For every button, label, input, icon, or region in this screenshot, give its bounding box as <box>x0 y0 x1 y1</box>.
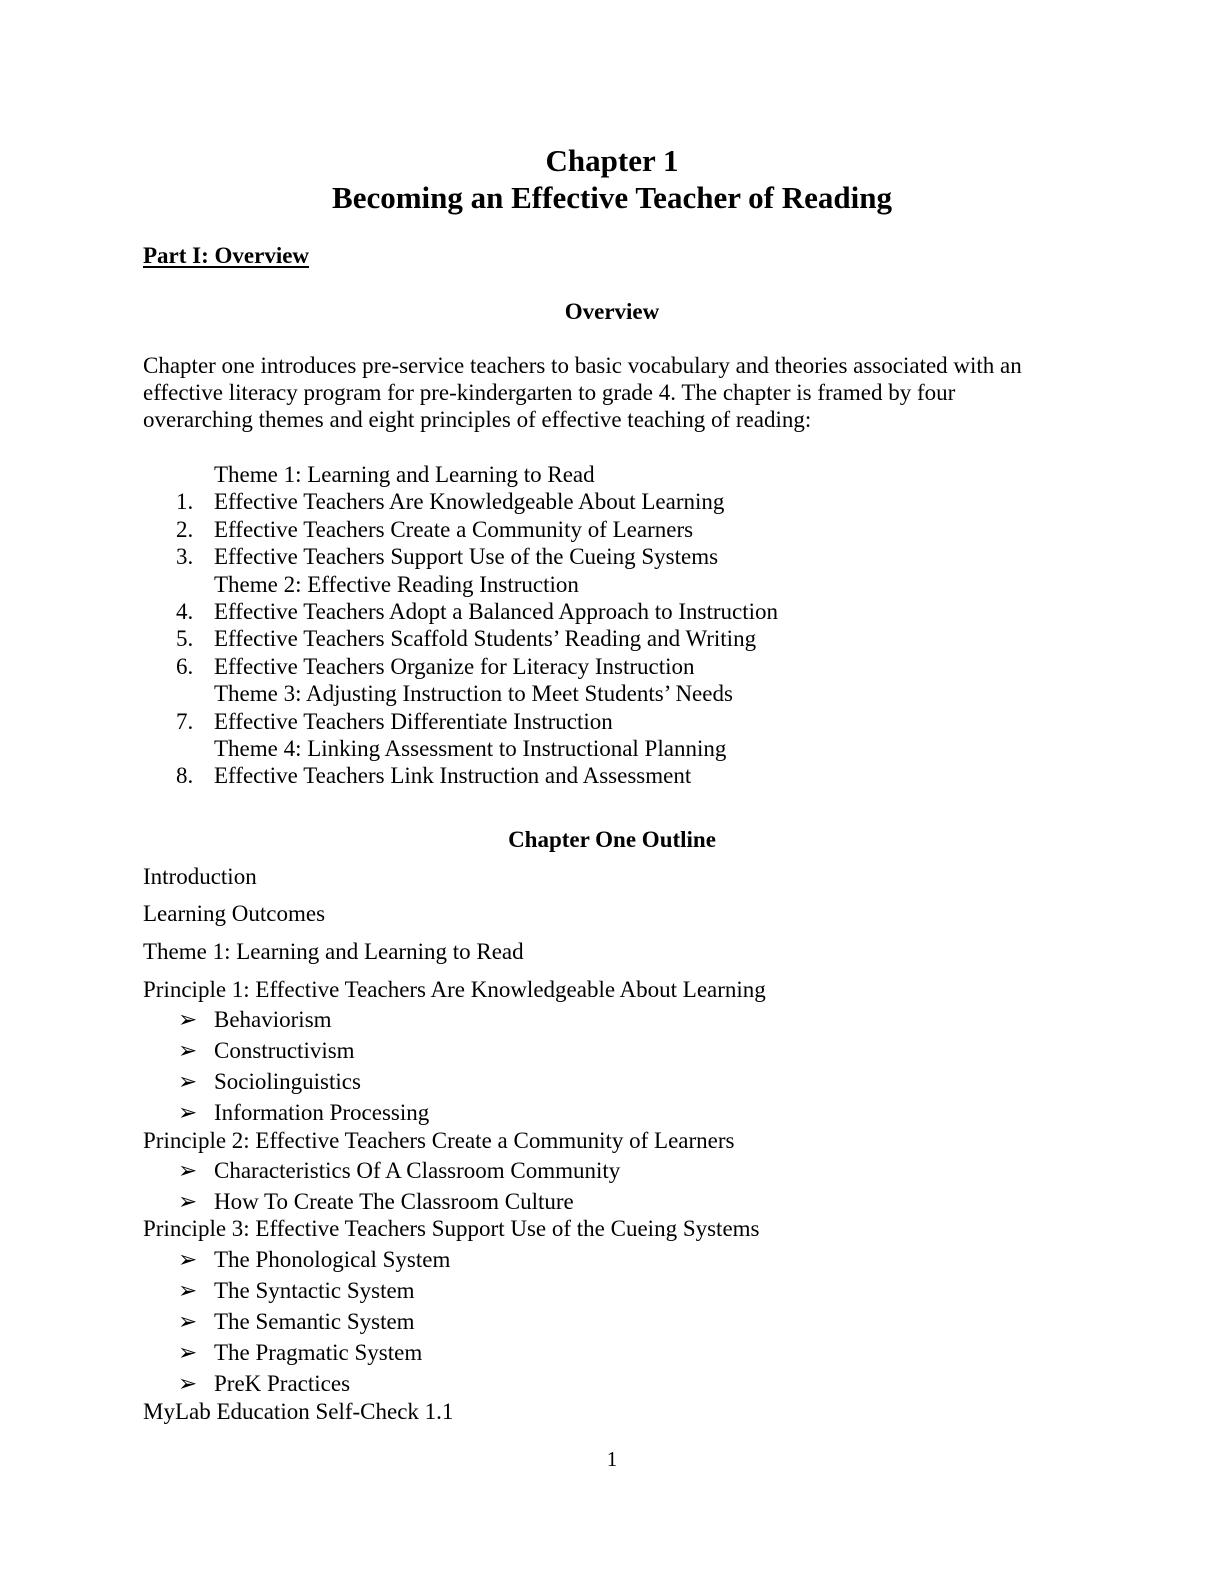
list-item-text: Effective Teachers Organize for Literacy Instruction <box>214 653 695 679</box>
chapter-label: Chapter 1 <box>545 143 679 178</box>
outline-item <box>143 864 257 890</box>
list-number: 8. <box>176 763 194 789</box>
arrow-bullet-icon: ➢ <box>178 1247 198 1272</box>
list-item-text: Effective Teachers Scaffold Students’ Reading and Writing <box>214 626 757 652</box>
list-item-text: Effective Teachers Support Use of the Cueing Systems <box>214 544 719 570</box>
list-item-text: Effective Teachers Link Instruction and Assessment <box>214 763 692 789</box>
outline-item-text: How To Create The Classroom Culture <box>214 1189 574 1214</box>
list-number: 2. <box>176 516 194 542</box>
outline-item <box>143 1399 453 1425</box>
list-item-text: Effective Teachers Differentiate Instruction <box>214 708 613 734</box>
outline-item-text: MyLab Education Self-Check 1.1 <box>143 1399 454 1424</box>
outline-item-text: PreK Practices <box>214 1371 351 1396</box>
outline-subitem <box>178 1278 415 1304</box>
outline-subitem <box>178 1340 422 1366</box>
outline-item-text: Introduction <box>143 864 257 889</box>
outline-item-text: Information Processing <box>214 1100 430 1125</box>
outline-subitem <box>178 1309 415 1335</box>
list-item-text: Effective Teachers Create a Community of Learners <box>214 516 694 542</box>
outline-item-text: Principle 3: Effective Teachers Support Use of the Cueing Systems <box>143 1216 760 1241</box>
arrow-bullet-icon: ➢ <box>178 1069 198 1094</box>
outline-subitem <box>178 1247 450 1273</box>
list-item-text: Theme 2: Effective Reading Instruction <box>214 571 579 597</box>
outline-subitem <box>178 1038 355 1064</box>
list-number: 1. <box>176 489 194 515</box>
list-item-text: Theme 4: Linking Assessment to Instructional Planning <box>214 735 727 761</box>
list-item-text: Theme 1: Learning and Learning to Read <box>214 462 595 487</box>
outline-subitem <box>178 1189 574 1215</box>
overview-paragraph <box>143 352 1063 433</box>
outline-item-text: The Semantic System <box>214 1309 415 1334</box>
list-number: 3. <box>176 544 194 570</box>
part-heading: Part I: Overview <box>143 243 310 268</box>
arrow-bullet-icon: ➢ <box>178 1309 198 1334</box>
outline-subitem <box>178 1069 361 1095</box>
outline-item-text: Principle 1: Effective Teachers Are Knowledgeable About Learning <box>143 977 766 1002</box>
outline-item <box>143 901 325 927</box>
outline-item-text: Learning Outcomes <box>143 901 326 926</box>
paragraph-line: Chapter one introduces pre-service teachers to basic vocabulary and theories associated with an <box>143 353 1022 378</box>
list-number: 7. <box>176 708 194 734</box>
outline-item <box>143 1128 735 1154</box>
list-item-text: Effective Teachers Adopt a Balanced Approach to Instruction <box>214 598 779 624</box>
page-number: 1 <box>606 1447 618 1471</box>
list-item-text: Effective Teachers Are Knowledgeable About Learning <box>214 489 725 515</box>
outline-item <box>143 977 766 1003</box>
list-number: 6. <box>176 653 194 679</box>
arrow-bullet-icon: ➢ <box>178 1340 198 1365</box>
arrow-bullet-icon: ➢ <box>178 1158 198 1183</box>
outline-item <box>143 939 524 965</box>
paragraph-line: overarching themes and eight principles of effective teaching of reading: <box>143 407 812 432</box>
outline-heading: Chapter One Outline <box>508 827 716 852</box>
outline-subitem <box>178 1371 350 1397</box>
outline-item-text: Behaviorism <box>214 1007 332 1032</box>
outline-item <box>143 1216 760 1242</box>
outline-subitem <box>178 1158 620 1184</box>
list-number: 5. <box>176 626 194 652</box>
outline-subitem <box>178 1100 429 1126</box>
arrow-bullet-icon: ➢ <box>178 1007 198 1032</box>
outline-item-text: Sociolinguistics <box>214 1069 361 1094</box>
paragraph-line: effective literacy program for pre-kindergarten to grade 4. The chapter is framed by four <box>143 380 956 405</box>
outline-item-text: The Pragmatic System <box>214 1340 423 1365</box>
arrow-bullet-icon: ➢ <box>178 1189 198 1214</box>
outline-item-text: Characteristics Of A Classroom Community <box>214 1158 621 1183</box>
outline-item-text: The Phonological System <box>214 1247 451 1272</box>
outline-subitem <box>178 1007 332 1033</box>
outline-item-text: The Syntactic System <box>214 1278 415 1303</box>
arrow-bullet-icon: ➢ <box>178 1371 198 1396</box>
arrow-bullet-icon: ➢ <box>178 1100 198 1125</box>
outline-item-text: Constructivism <box>214 1038 355 1063</box>
list-number: 4. <box>176 598 194 624</box>
arrow-bullet-icon: ➢ <box>178 1278 198 1303</box>
outline-item-text: Principle 2: Effective Teachers Create a Community of Learners <box>143 1128 735 1153</box>
list-item-text: Theme 3: Adjusting Instruction to Meet Students’ Needs <box>214 681 733 707</box>
outline-item-text: Theme 1: Learning and Learning to Read <box>143 939 524 964</box>
arrow-bullet-icon: ➢ <box>178 1038 198 1063</box>
chapter-title: Becoming an Effective Teacher of Reading <box>332 180 892 215</box>
overview-heading: Overview <box>564 299 660 324</box>
